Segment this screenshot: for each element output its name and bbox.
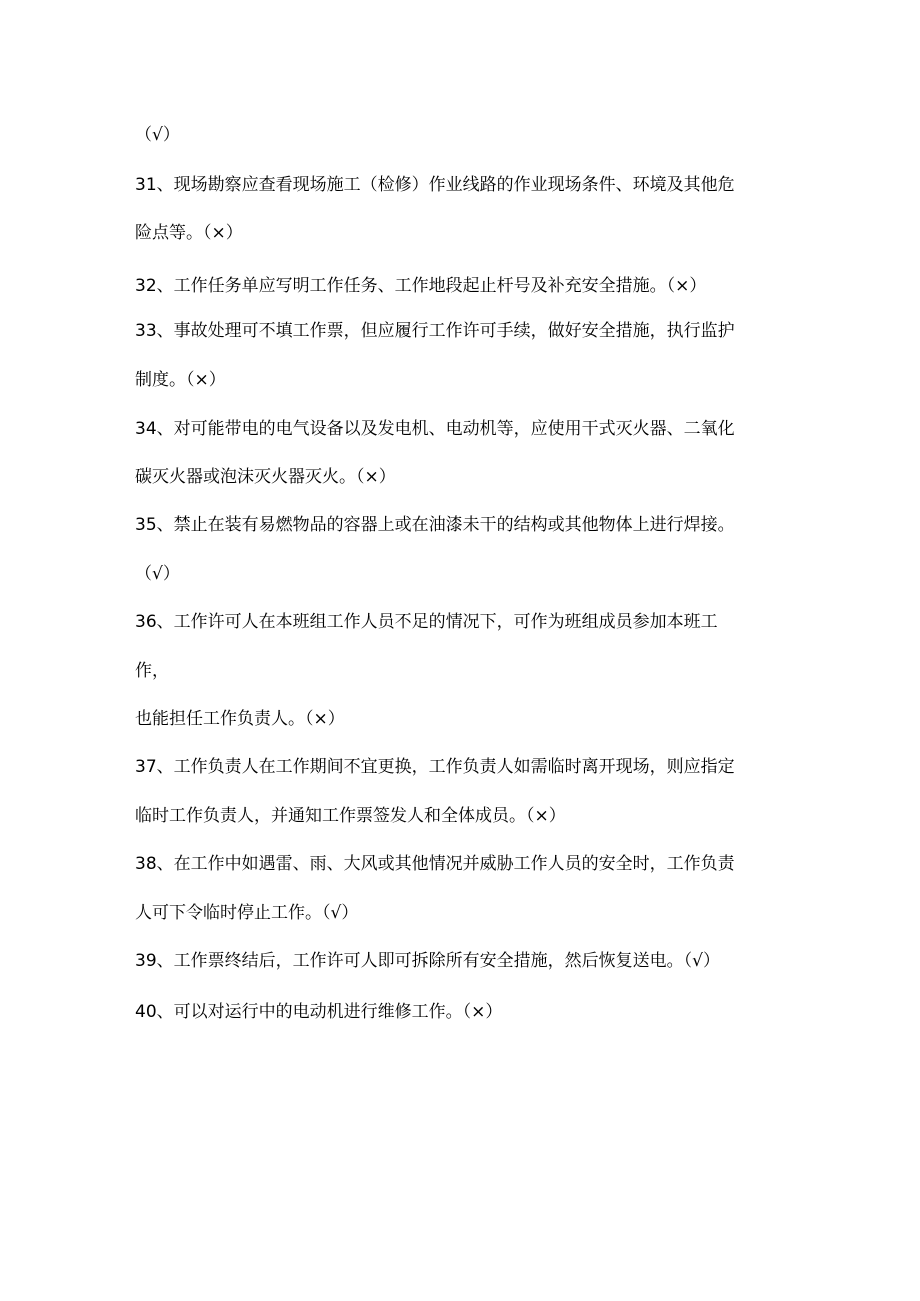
question-33-line-1: 33、事故处理可不填工作票，但应履行工作许可手续，做好安全措施，执行监护 xyxy=(135,321,735,341)
question-38-line-2: 人可下令临时停止工作。（√） xyxy=(135,903,359,923)
question-34-line-2: 碳灭火器或泡沫灭火器灭火。（×） xyxy=(135,467,396,487)
question-32-line-1: 32、工作任务单应写明工作任务、工作地段起止杆号及补充安全措施。（×） xyxy=(135,276,707,296)
question-40-line-1: 40、可以对运行中的电动机进行维修工作。（×） xyxy=(135,1002,503,1022)
question-34-line-1: 34、对可能带电的电气设备以及发电机、电动机等，应使用干式灭火器、二氧化 xyxy=(135,419,735,439)
question-36-line-1: 36、工作许可人在本班组工作人员不足的情况下，可作为班组成员参加本班工 xyxy=(135,612,718,632)
question-37-line-2: 临时工作负责人，并通知工作票签发人和全体成员。（×） xyxy=(135,806,566,826)
question-36-line-2: 作， xyxy=(135,661,169,681)
question-31-line-1: 31、现场勘察应查看现场施工（检修）作业线路的作业现场条件、环境及其他危 xyxy=(135,175,735,195)
question-36-line-3: 也能担任工作负责人。（×） xyxy=(135,709,345,729)
answer-line-30: （√） xyxy=(135,125,180,145)
question-39-line-1: 39、工作票终结后，工作许可人即可拆除所有安全措施，然后恢复送电。（√） xyxy=(135,951,720,971)
question-38-line-1: 38、在工作中如遇雷、雨、大风或其他情况并威胁工作人员的安全时，工作负责 xyxy=(135,854,735,874)
question-31-line-2: 险点等。（×） xyxy=(135,223,243,243)
question-37-line-1: 37、工作负责人在工作期间不宜更换，工作负责人如需临时离开现场，则应指定 xyxy=(135,757,735,777)
question-35-line-1: 35、禁止在装有易燃物品的容器上或在油漆未干的结构或其他物体上进行焊接。 xyxy=(135,515,735,535)
question-33-line-2: 制度。（×） xyxy=(135,370,226,390)
question-35-line-2: （√） xyxy=(135,564,180,584)
